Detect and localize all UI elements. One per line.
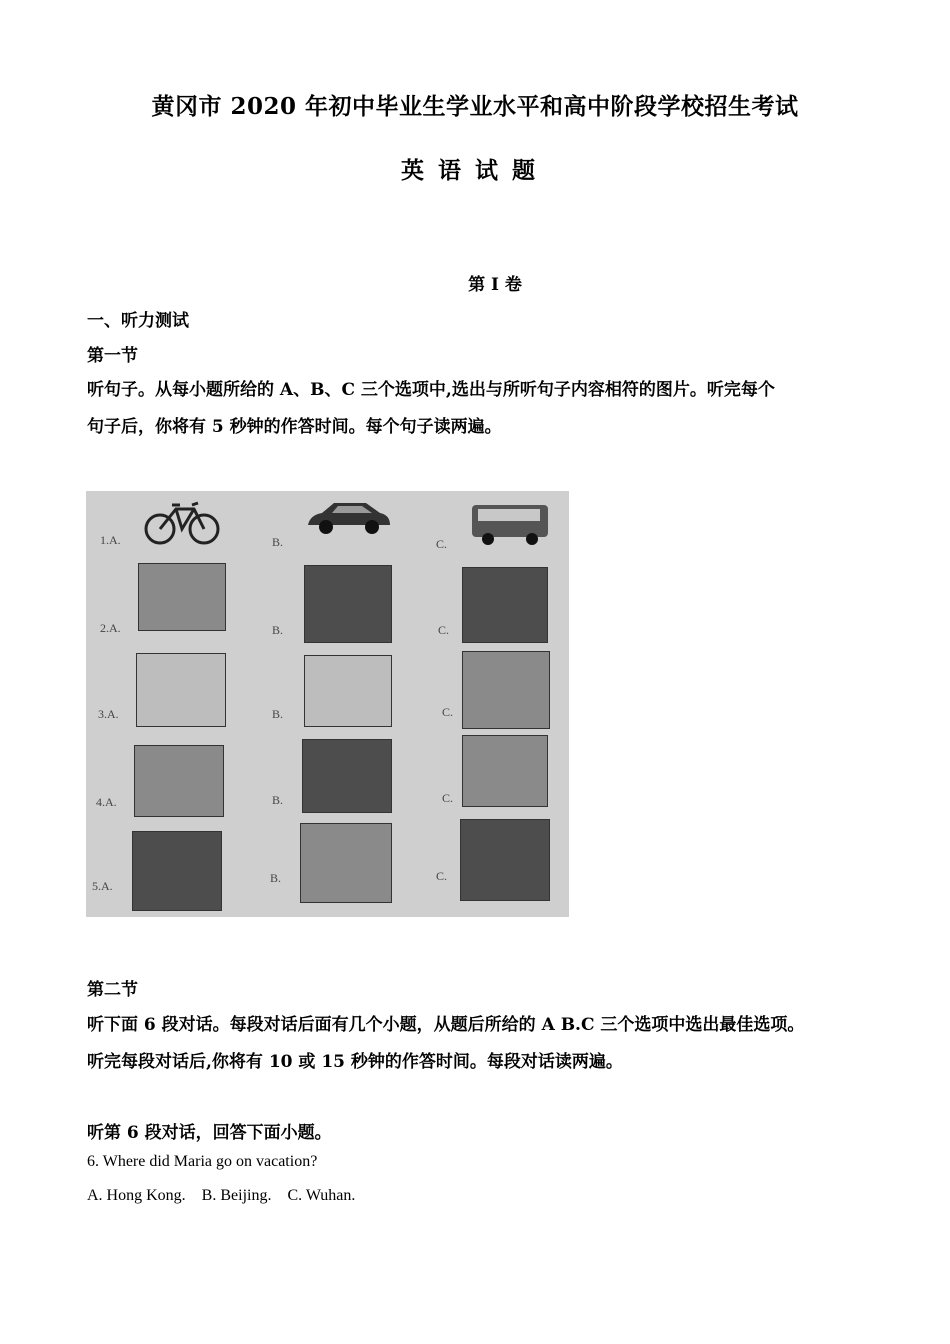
- people-seated-photo: [132, 831, 222, 911]
- option-b: B. Beijing.: [201, 1187, 272, 1204]
- part-title: 一、听力测试: [87, 311, 189, 331]
- pic-label-1c: C.: [436, 537, 448, 551]
- exam-title: 黄冈市 2020 年初中毕业生学业水平和高中阶段学校招生考试: [151, 93, 799, 120]
- section2-instruction-line2: 听完每段对话后,你将有 10 或 15 秒钟的作答时间。每段对话读两遍。: [87, 1052, 623, 1072]
- family-dinner-photo: [302, 739, 392, 813]
- option-a: A. Hong Kong.: [87, 1187, 186, 1204]
- pic-label-3b: B.: [272, 707, 284, 721]
- pic-label-3a: 3.A.: [98, 707, 119, 721]
- section2-title: 第二节: [87, 980, 138, 1000]
- dragon-boat-photo: [134, 745, 224, 817]
- pic-label-2c: C.: [438, 623, 450, 637]
- option-c: C. Wuhan.: [287, 1187, 356, 1204]
- section1-instruction-line2: 句子后，你将有 5 秒钟的作答时间。每个句子读两遍。: [87, 417, 502, 437]
- runner-photo: [138, 563, 226, 631]
- question-6-options: [87, 1187, 367, 1205]
- question-6: 6. Where did Maria go on vacation?: [87, 1153, 318, 1170]
- bus-icon: [468, 499, 552, 547]
- section2-instruction-line1: 听下面 6 段对话。每段对话后面有几个小题，从题后所给的 A B.C 三个选项中选出最佳选项。: [87, 1015, 805, 1035]
- section1-instruction-line1: 听句子。从每小题所给的 A、B、C 三个选项中,选出与所听句子内容相符的图片。听完每个: [87, 380, 775, 400]
- traditional-house-photo: [462, 735, 548, 807]
- pic-label-5a: 5.A.: [92, 879, 113, 893]
- pic-label-1b: B.: [272, 535, 284, 549]
- car-icon: [304, 495, 394, 539]
- volume-heading: 第 I 卷: [468, 275, 522, 295]
- snowman-winter-picture: [136, 653, 226, 727]
- pic-label-5b: B.: [270, 871, 282, 885]
- pic-label-1a: 1.A.: [100, 533, 121, 547]
- pic-label-4c: C.: [442, 791, 454, 805]
- autumn-kids-picture: [462, 651, 550, 729]
- outdoor-cleanup-photo: [460, 819, 550, 901]
- pic-label-2b: B.: [272, 623, 284, 637]
- pic-label-2a: 2.A.: [100, 621, 121, 635]
- swimmer-photo: [304, 565, 392, 643]
- pic-label-5c: C.: [436, 869, 448, 883]
- rainy-umbrella-picture: [304, 655, 392, 727]
- picture-options-photo: [86, 491, 569, 917]
- section1-title: 第一节: [87, 346, 138, 366]
- pic-label-4b: B.: [272, 793, 284, 807]
- pic-label-3c: C.: [442, 705, 454, 719]
- soccer-player-photo: [462, 567, 548, 643]
- pic-label-4a: 4.A.: [96, 795, 117, 809]
- classroom-photo: [300, 823, 392, 903]
- bicycle-icon: [142, 495, 222, 547]
- exam-subtitle: 英语试题: [401, 157, 549, 184]
- dialog6-intro: 听第 6 段对话，回答下面小题。: [87, 1123, 332, 1143]
